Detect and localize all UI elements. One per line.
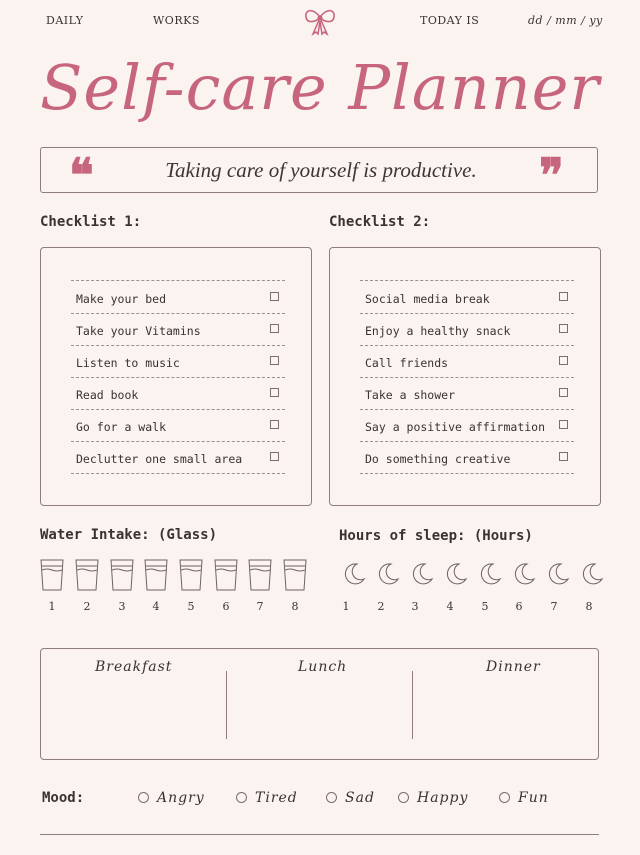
page-title-wrap: [0, 42, 640, 134]
sleep-number: 1: [342, 600, 350, 613]
header-daily: DAILY: [46, 14, 84, 27]
date-field[interactable]: dd / mm / yy: [528, 14, 603, 27]
mood-option-label: Fun: [518, 790, 549, 806]
water-number: 1: [48, 600, 56, 613]
radio-button[interactable]: [138, 792, 149, 803]
checklist-item-label: Enjoy a healthy snack: [365, 324, 511, 338]
meal-divider: [412, 671, 413, 739]
checklist-item[interactable]: [360, 314, 574, 346]
glass-icon[interactable]: [214, 558, 238, 592]
radio-button[interactable]: [326, 792, 337, 803]
checklist-item-label: Take a shower: [365, 388, 456, 402]
checklist-item[interactable]: [360, 442, 574, 474]
page-title: Self-care Planner: [39, 51, 601, 124]
dinner-label: Dinner: [486, 659, 541, 675]
water-number: 6: [222, 600, 230, 613]
moon-icon[interactable]: [546, 562, 570, 586]
water-number: 4: [152, 600, 160, 613]
sleep-number: 3: [411, 600, 419, 613]
checklist-item[interactable]: [71, 378, 285, 410]
checkbox[interactable]: [559, 420, 568, 429]
checklist-item[interactable]: [71, 410, 285, 442]
glass-icon[interactable]: [248, 558, 272, 592]
checklist-item-label: Read book: [76, 388, 139, 402]
mood-option-angry[interactable]: [138, 790, 205, 806]
breakfast-field[interactable]: [45, 683, 223, 755]
water-number: 5: [187, 600, 195, 613]
checklist-item-label: Listen to music: [76, 356, 180, 370]
glass-icon[interactable]: [110, 558, 134, 592]
glass-icon[interactable]: [179, 558, 203, 592]
checkbox[interactable]: [270, 292, 279, 301]
moon-icon[interactable]: [376, 562, 400, 586]
checklist-item[interactable]: [360, 282, 574, 314]
checkbox[interactable]: [270, 420, 279, 429]
checkbox[interactable]: [270, 452, 279, 461]
checkbox[interactable]: [559, 388, 568, 397]
checkbox[interactable]: [270, 324, 279, 333]
moon-icon[interactable]: [478, 562, 502, 586]
water-tracker: [40, 558, 310, 618]
checkbox[interactable]: [559, 356, 568, 365]
mood-option-label: Happy: [417, 790, 469, 806]
radio-button[interactable]: [398, 792, 409, 803]
checklist-item[interactable]: [71, 442, 285, 474]
divider: [71, 280, 285, 281]
checklist-item-label: Declutter one small area: [76, 452, 243, 466]
checklist-item[interactable]: [360, 378, 574, 410]
checklist-1-title: Checklist 1:: [40, 214, 142, 230]
water-intake-title: Water Intake: (Glass): [40, 527, 218, 543]
sleep-number: 6: [515, 600, 523, 613]
mood-option-happy[interactable]: [398, 790, 468, 806]
checklist-item[interactable]: [71, 346, 285, 378]
glass-icon[interactable]: [283, 558, 307, 592]
mood-option-label: Sad: [345, 790, 375, 806]
water-number: 3: [118, 600, 126, 613]
water-number: 7: [256, 600, 264, 613]
sleep-number: 8: [585, 600, 593, 613]
header-today-is: TODAY IS: [420, 14, 480, 27]
quote-text: Taking care of yourself is productive.: [165, 158, 477, 182]
radio-button[interactable]: [236, 792, 247, 803]
moon-icon[interactable]: [444, 562, 468, 586]
glass-icon[interactable]: [75, 558, 99, 592]
checklist-item-label: Say a positive affirmation: [365, 420, 546, 434]
dinner-field[interactable]: [417, 683, 595, 755]
checklist-item[interactable]: [360, 346, 574, 378]
glass-icon[interactable]: [40, 558, 64, 592]
divider: [360, 280, 574, 281]
moon-icon[interactable]: [512, 562, 536, 586]
checklist-item-label: Go for a walk: [76, 420, 167, 434]
moon-icon[interactable]: [410, 562, 434, 586]
open-quote-icon: ❝: [69, 148, 94, 202]
meal-divider: [226, 671, 227, 739]
lunch-field[interactable]: [231, 683, 409, 755]
checklist-item-label: Do something creative: [365, 452, 511, 466]
checklist-2-card: [329, 247, 601, 506]
checklist-item-label: Social media break: [365, 292, 490, 306]
bow-icon: [303, 6, 337, 36]
sleep-tracker: [336, 562, 606, 618]
mood-option-label: Tired: [255, 790, 298, 806]
mood-option-sad[interactable]: [326, 790, 375, 806]
mood-title: Mood:: [42, 790, 85, 806]
moon-icon[interactable]: [580, 562, 604, 586]
checklist-item[interactable]: [71, 314, 285, 346]
mood-option-label: Angry: [157, 790, 205, 806]
checkbox[interactable]: [270, 388, 279, 397]
checklist-item-label: Call friends: [365, 356, 449, 370]
checklist-item[interactable]: [71, 282, 285, 314]
water-number: 2: [83, 600, 91, 613]
close-quote-icon: ❞: [539, 148, 564, 202]
checkbox[interactable]: [559, 452, 568, 461]
checkbox[interactable]: [270, 356, 279, 365]
lunch-label: Lunch: [298, 659, 348, 675]
checklist-item[interactable]: [360, 410, 574, 442]
radio-button[interactable]: [499, 792, 510, 803]
sleep-number: 2: [377, 600, 385, 613]
moon-icon[interactable]: [342, 562, 366, 586]
sleep-title: Hours of sleep: (Hours): [339, 528, 533, 544]
checklist-2-title: Checklist 2:: [329, 214, 431, 230]
breakfast-label: Breakfast: [95, 659, 173, 675]
sleep-number: 7: [550, 600, 558, 613]
checkbox[interactable]: [559, 292, 568, 301]
meals-card: [40, 648, 599, 760]
quote-box: [40, 147, 598, 202]
glass-icon[interactable]: [144, 558, 168, 592]
checklist-1-card: [40, 247, 312, 506]
bottom-rule: [40, 834, 599, 835]
checkbox[interactable]: [559, 324, 568, 333]
checklist-item-label: Take your Vitamins: [76, 324, 201, 338]
mood-option-fun[interactable]: [499, 790, 549, 806]
sleep-number: 5: [481, 600, 489, 613]
water-number: 8: [291, 600, 299, 613]
mood-option-tired[interactable]: [236, 790, 298, 806]
header-works: WORKS: [153, 14, 200, 27]
checklist-item-label: Make your bed: [76, 292, 167, 306]
sleep-number: 4: [446, 600, 454, 613]
